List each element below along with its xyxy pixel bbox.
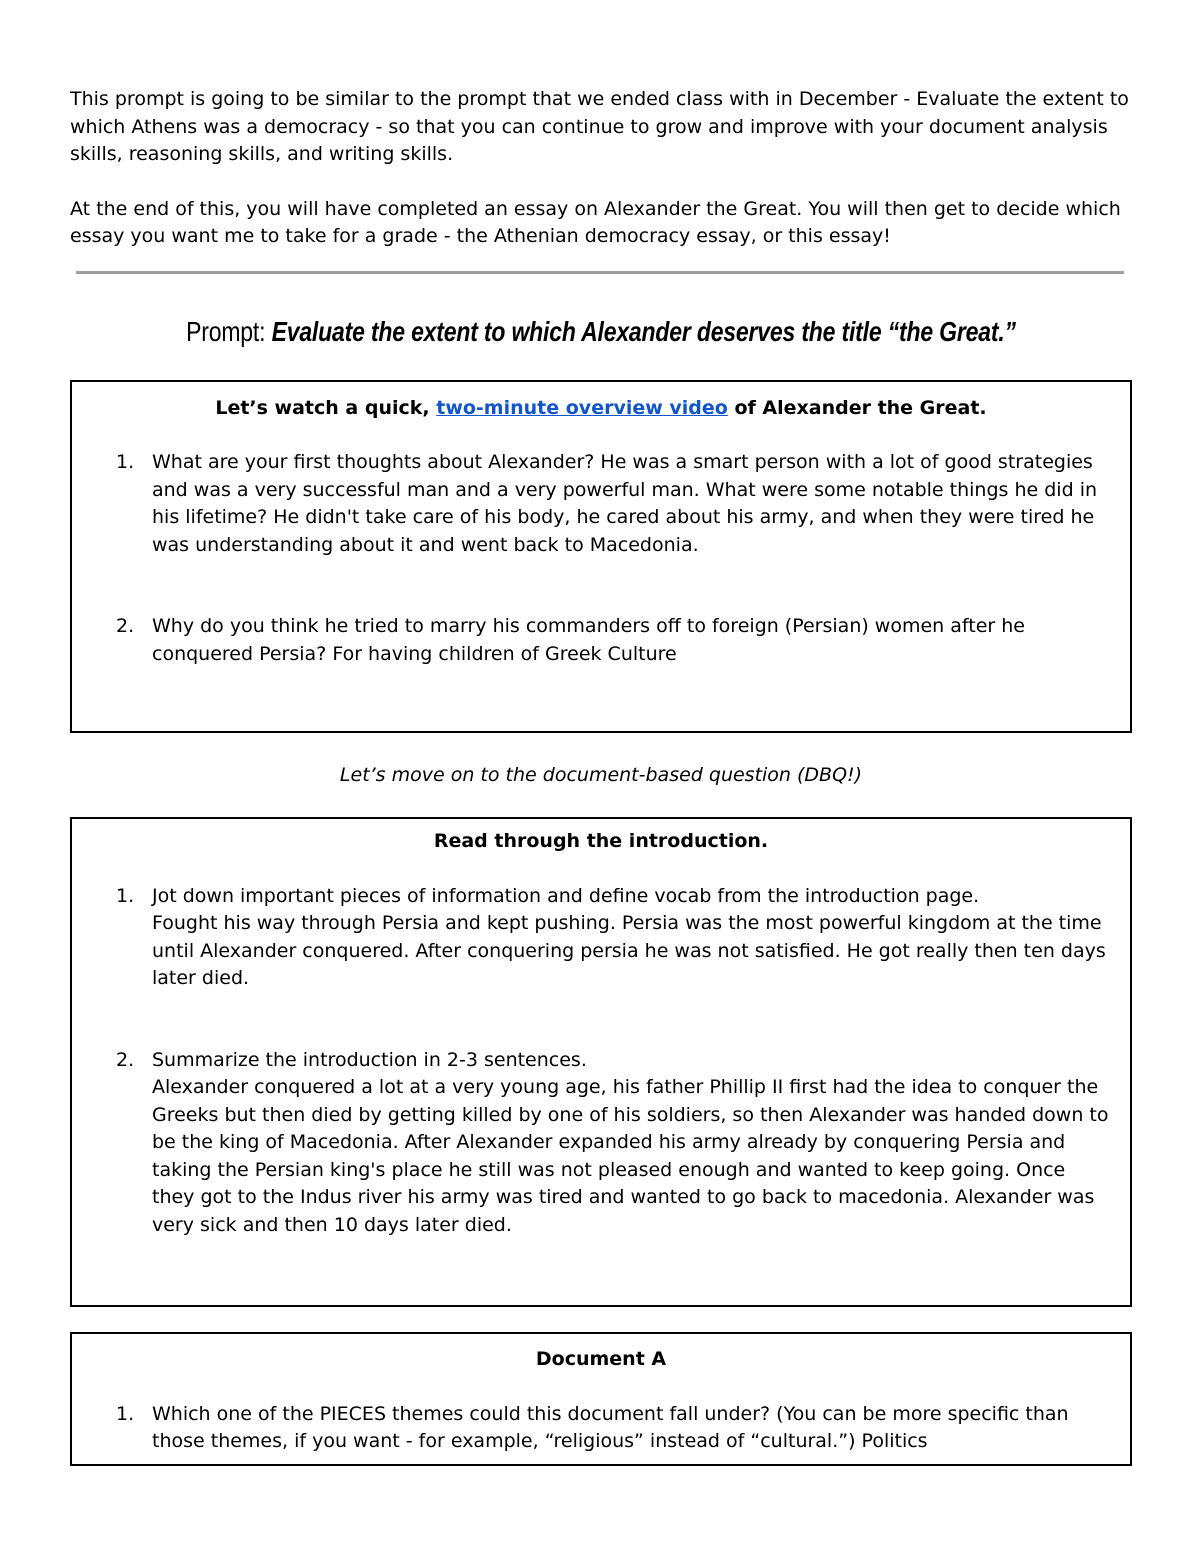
list-item [72,613,1130,668]
list-number: 1. [116,451,135,473]
horizontal-divider [76,271,1124,274]
document-page [70,86,1132,1466]
list-number: 2. [116,1048,135,1071]
document-a-title: Document A [535,1348,667,1370]
intro-paragraph-2: At the end of this, you will have completed an essay on Alexander the Great. You will then get to decide which essay you want me to take for a grade - the Athenian democracy essay, or this essay! [70,197,1121,247]
question-text: Summarize the introduction in 2-3 sentences. [152,1048,587,1071]
introduction-box [70,817,1132,1307]
video-box-title-before: Let’s watch a quick, [215,396,437,419]
question-answer-text: What are your first thoughts about Alexander? He was a smart person with a lot of good strategies and was a very successful man and a very powerful man. What were some notable things he did in his lifetime? He didn't take care of his body, he cared about his army, and when they were tired he was understanding about it and went back to Macedonia. [152,451,1098,556]
video-question-list [72,449,1130,668]
overview-video-link[interactable]: two-minute overview video [436,396,728,419]
list-item [72,449,1130,559]
list-item [72,883,1130,993]
prompt-label: Prompt: [186,315,272,347]
question-text: Jot down important pieces of information and define vocab from the introduction page. [152,884,980,907]
list-item [72,1401,1130,1456]
prompt-heading [166,312,1037,352]
video-question-box [70,380,1132,733]
introduction-box-title: Read through the introduction. [433,830,769,852]
prompt-question: Evaluate the extent to which Alexander deserves the title “the Great.” [271,315,1016,347]
document-a-question-list [72,1401,1130,1456]
introduction-question-list [72,883,1130,1240]
answer-text: Fought his way through Persia and kept pushing. Persia was the most powerful kingdom at the time until Alexander conquered. After conquering persia he was not satisfied. He got really then ten days later died. [152,912,1106,989]
list-number: 1. [116,884,135,907]
dbq-transition-text: Let’s move on to the document-based question (DBQ!) [339,763,863,786]
video-box-title-after: of Alexander the Great. [727,396,987,419]
question-answer-text: Which one of the PIECES themes could this document fall under? (You can be more specific than those themes, if you want - for example, “religious” instead of “cultural.”) Politics [152,1402,1069,1452]
list-number: 2. [116,615,135,637]
list-number: 1. [116,1402,135,1425]
question-answer-text: Why do you think he tried to marry his commanders off to foreign (Persian) women after he conquered Persia? For having children of Greek Culture [152,615,1025,665]
intro-section [70,86,1132,251]
intro-paragraph-1: This prompt is going to be similar to the prompt that we ended class with in December - Evaluate the extent to which Athens was a democracy - so that you can continue to grow and improve with your document analysis skills, reasoning skills, and writing skills. [70,88,1129,165]
video-box-title [72,395,1130,423]
document-a-box [70,1332,1132,1466]
answer-text: Alexander conquered a lot at a very young age, his father Phillip II first had the idea to conquer the Greeks but then died by getting killed by one of his soldiers, so then Alexander was handed down to be the king of Macedonia. After Alexander expanded his army already by conquering Persia and taking the Persian king's place he still was not pleased enough and wanted to keep going. Once they got to the Indus river his army was tired and wanted to go back to macedonia. Alexander was very sick and then 10 days later died. [152,1076,1109,1236]
list-item [72,1047,1130,1240]
